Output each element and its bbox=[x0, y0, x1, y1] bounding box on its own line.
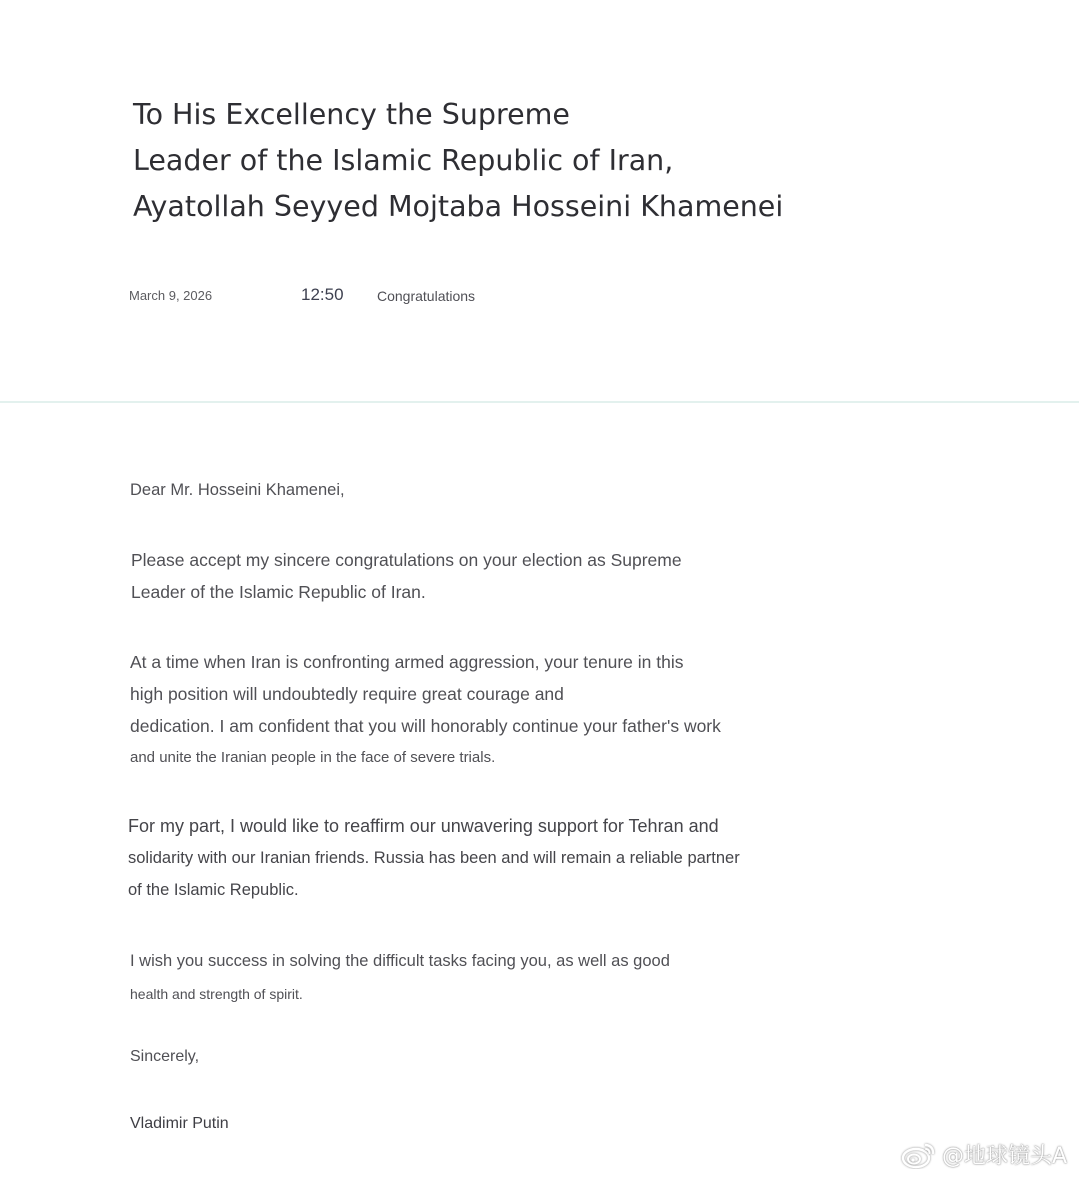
paragraph-line: dedication. I am confident that you will honorably continue your father's work bbox=[130, 716, 721, 736]
paragraph-line: For my part, I would like to reaffirm our unwavering support for Tehran and bbox=[128, 816, 719, 836]
title-line: Leader of the Islamic Republic of Iran, bbox=[133, 144, 674, 177]
paragraph-congratulations bbox=[131, 544, 682, 608]
closing: Sincerely, bbox=[130, 1048, 200, 1065]
paragraph-line: Please accept my sincere congratulations on your election as Supreme bbox=[131, 550, 682, 570]
signature: Vladimir Putin bbox=[130, 1115, 229, 1132]
category-label: Congratulations bbox=[377, 288, 476, 304]
title-line: Ayatollah Seyyed Mojtaba Hosseini Khamenei bbox=[133, 190, 784, 223]
paragraph-line: I wish you success in solving the difficult tasks facing you, as well as good bbox=[130, 952, 670, 970]
paragraph-wishes bbox=[130, 945, 670, 1011]
paragraph-line: Leader of the Islamic Republic of Iran. bbox=[131, 582, 426, 602]
paragraph-support bbox=[128, 810, 740, 906]
watermark-text: @地球镜头A bbox=[941, 1143, 1067, 1169]
paragraph-line: solidarity with our Iranian friends. Russia has been and will remain a reliable partner bbox=[128, 849, 740, 867]
page-title bbox=[133, 92, 783, 230]
publish-date: March 9, 2026 bbox=[129, 288, 213, 303]
paragraph-line: health and strength of spirit. bbox=[130, 986, 303, 1002]
greeting: Dear Mr. Hosseini Khamenei, bbox=[130, 481, 345, 499]
paragraph-line: of the Islamic Republic. bbox=[128, 881, 299, 899]
paragraph-line: high position will undoubtedly require great courage and bbox=[130, 684, 564, 704]
paragraph-tenure bbox=[130, 646, 721, 774]
publish-time: 12:50 bbox=[301, 285, 344, 304]
title-line: To His Excellency the Supreme bbox=[133, 98, 570, 131]
letter-meta bbox=[0, 282, 1079, 312]
weibo-icon bbox=[900, 1139, 938, 1169]
header-divider bbox=[0, 401, 1079, 403]
paragraph-line: At a time when Iran is confronting armed aggression, your tenure in this bbox=[130, 652, 684, 672]
watermark bbox=[900, 1137, 1067, 1171]
paragraph-line: and unite the Iranian people in the face of severe trials. bbox=[130, 749, 496, 766]
